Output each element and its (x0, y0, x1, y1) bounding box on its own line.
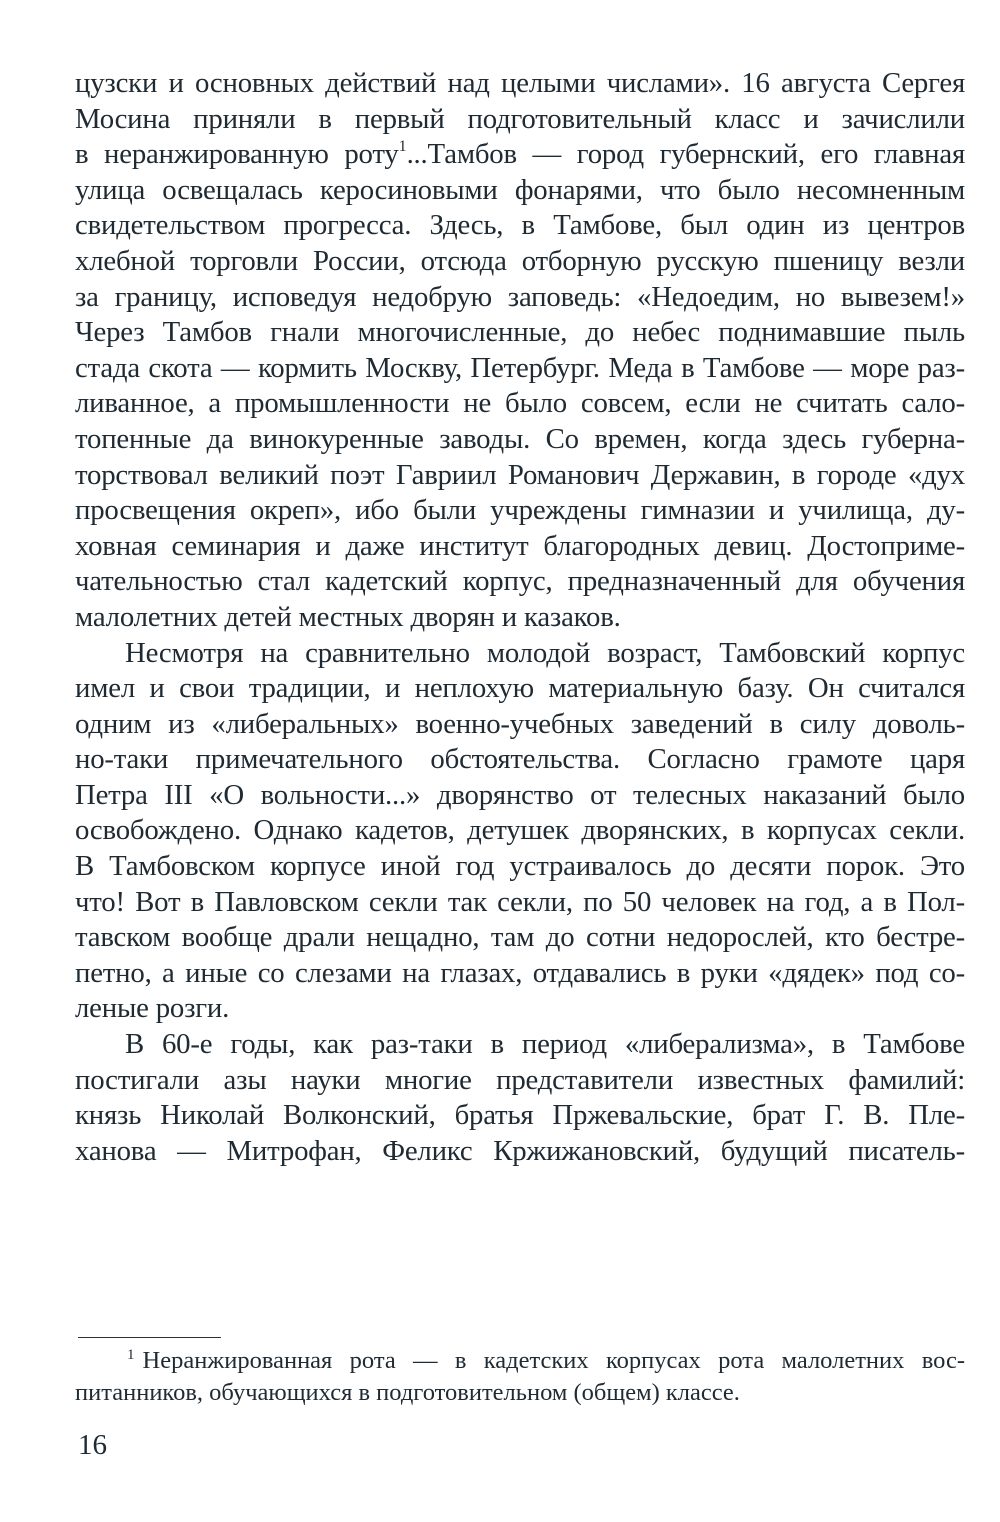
footnote-number: 1 (127, 1347, 135, 1363)
text-line: князь Николай Волконский, братья Пржевальские, брат Г. В. Пле- (75, 1099, 965, 1132)
text-line: торствовал великий поэт Гавриил Романович Державин, в городе «дух (75, 458, 965, 491)
text-line: В 60-е годы, как раз-таки в период «либерализма», в Тамбове (125, 1028, 965, 1061)
text-line: освобождено. Однако кадетов, детушек дворянских, в корпусах секли. (75, 814, 965, 847)
text-line: постигали азы науки многие представители известных фамилий: (75, 1063, 965, 1096)
text-line: чательностью стал кадетский корпус, предназначенный для обучения (75, 565, 965, 598)
text-line: цузски и основных действий над целыми числами». 16 августа Сергея (75, 67, 965, 99)
text-line: имел и свои традиции, и неплохую материальную базу. Он считался (75, 672, 965, 705)
footnote-line (75, 1345, 965, 1377)
text-line: Через Тамбов гнали многочисленные, до небес поднимавшие пыль (75, 316, 965, 349)
page-number: 16 (78, 1429, 107, 1461)
footnote-divider (78, 1337, 221, 1338)
main-text (75, 66, 965, 1169)
text-line: свидетельством прогресса. Здесь, в Тамбове, был один из центров (75, 209, 965, 242)
footnote-text: Неранжированная рота — в кадетских корпусах рота малолетних вос- (142, 1347, 965, 1374)
text-line: В Тамбовском корпусе иной год устраивалось до десяти порок. Это (75, 850, 965, 883)
text-line: одним из «либеральных» военно-учебных заведений в силу доволь- (75, 707, 965, 740)
text-line: малолетних детей местных дворян и казаков. (75, 600, 621, 633)
text-fragment: в неранжированную роту (75, 138, 399, 171)
text-line: Петра III «О вольности...» дворянство от телесных наказаний было (75, 778, 965, 811)
text-fragment: ...Тамбов — город губернский, его главная (406, 138, 965, 171)
footnote-reference: 1 (398, 138, 407, 156)
text-line: но-таки примечательного обстоятельства. Согласно грамоте царя (75, 743, 965, 776)
footnote (75, 1345, 965, 1409)
text-line: улица освещалась керосиновыми фонарями, что было несомненным (75, 173, 965, 206)
text-line: петно, а иные со слезами на глазах, отдавались в руки «дядек» под со- (75, 956, 965, 989)
text-line: Несмотря на сравнительно молодой возраст, Тамбовский корпус (125, 636, 965, 669)
footnote-line: питанников, обучающихся в подготовительном (общем) классе. (75, 1379, 740, 1406)
text-line: ханова — Митрофан, Феликс Кржижановский, будущий писатель- (75, 1134, 965, 1167)
text-line: хлебной торговли России, отсюда отборную русскую пшеницу везли (75, 244, 965, 277)
text-line: тавском вообще драли нещадно, там до сотни недорослей, кто бестре- (75, 921, 965, 954)
text-line: леные розги. (75, 992, 230, 1025)
text-line: что! Вот в Павловском секли так секли, по 50 человек на год, а в Пол- (75, 885, 965, 918)
text-line: за границу, исповедуя недобрую заповедь: «Недоедим, но вывезем!» (75, 280, 965, 313)
text-line: просвещения окреп», ибо были учреждены гимназии и училища, ду- (75, 494, 965, 527)
text-line: Мосина приняли в первый подготовительный класс и зачислили (75, 102, 965, 135)
text-line (75, 137, 965, 173)
text-line: стада скота — кормить Москву, Петербург. Меда в Тамбове — море раз- (75, 351, 965, 384)
text-line: ховная семинария и даже институт благородных девиц. Достоприме- (75, 529, 965, 562)
text-line: ливанное, а промышленности не было совсем, если не считать сало- (75, 387, 965, 420)
text-line: топенные да винокуренные заводы. Со времен, когда здесь губерна- (75, 422, 965, 455)
